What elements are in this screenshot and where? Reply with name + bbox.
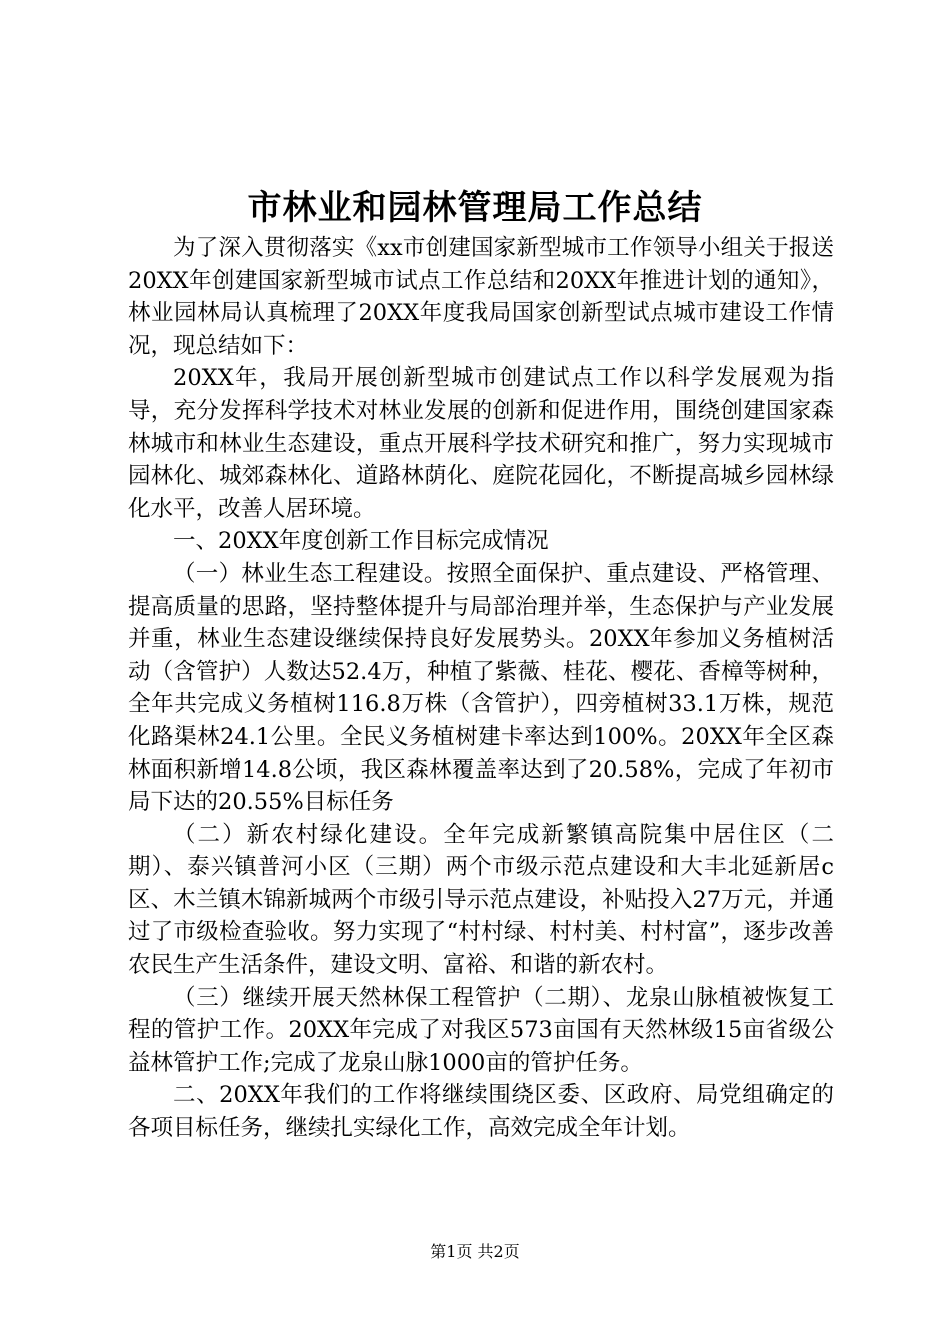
- paragraph-rural-greening: （二）新农村绿化建设。全年完成新繁镇高院集中居住区（二期）、泰兴镇普河小区（三期）两个市级示范点建设和大丰北延新居c区、木兰镇木锦新城两个市级引导示范点建设，补贴投入27万元，并通过了市级检查验收。努力实现了“村村绿、村村美、村村富”，逐步改善农民生产生活条件，建设文明、富裕、和谐的新农村。: [128, 821, 834, 979]
- section-heading-1: 一、20XX年度创新工作目标完成情况: [173, 528, 549, 555]
- document-title: 市林业和园林管理局工作总结: [247, 188, 703, 228]
- page-number-footer: 第1页 共2页: [430, 1242, 520, 1261]
- paragraph-forest-protection: （三）继续开展天然林保工程管护（二期）、龙泉山脉植被恢复工程的管护工作。20XX年完成了对我区573亩国有天然林级15亩省级公益林管护工作;完成了龙泉山脉1000亩的管护任务。: [128, 984, 834, 1076]
- paragraph-ecology: （一）林业生态工程建设。按照全面保护、重点建设、严格管理、提高质量的思路，坚持整体提升与局部治理并举，生态保护与产业发展并重，林业生态建设继续保持良好发展势头。20XX年参加义务植树活动（含管护）人数达52.4万，种植了紫薇、桂花、樱花、香樟等树种，全年共完成义务植树116.8万株（含管护），四旁植树33.1万株，规范化路渠林24.1公里。全民义务植树建卡率达到100%。20XX年全区森林面积新增14.8公顷，我区森林覆盖率达到了20.58%，完成了年初市局下达的20.55%目标任务: [128, 560, 834, 816]
- section-heading-2: 二、20XX年我们的工作将继续围绕区委、区政府、局党组确定的各项目标任务，继续扎实绿化工作，高效完成全年计划。: [128, 1082, 834, 1142]
- document-body: [128, 232, 834, 1145]
- paragraph-intro: 为了深入贯彻落实《xx市创建国家新型城市工作领导小组关于报送20XX年创建国家新型城市试点工作总结和20XX年推进计划的通知》，林业园林局认真梳理了20XX年度我局国家创新型试点城市建设工作情况，现总结如下：: [128, 235, 834, 359]
- paragraph-overview: 20XX年，我局开展创新型城市创建试点工作以科学发展观为指导，充分发挥科学技术对林业发展的创新和促进作用，围绕创建国家森林城市和林业生态建设，重点开展科学技术研究和推广，努力实现城市园林化、城郊森林化、道路林荫化、庭院花园化，不断提高城乡园林绿化水平，改善人居环境。: [128, 365, 834, 522]
